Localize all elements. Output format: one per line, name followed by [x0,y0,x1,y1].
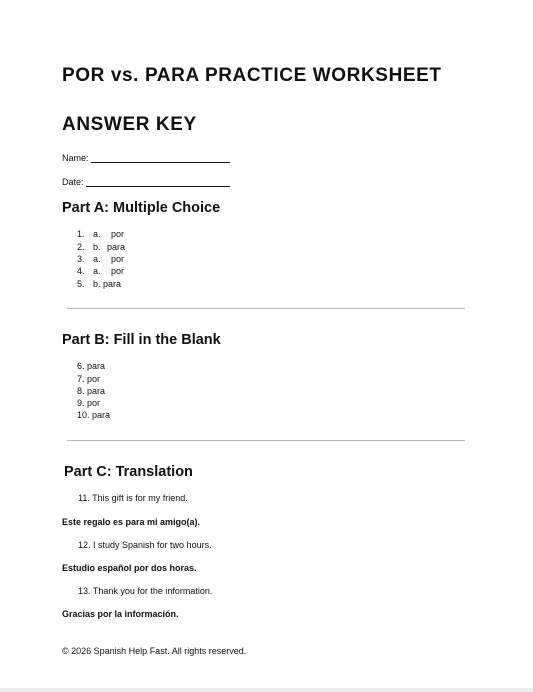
mc-number: 3. [77,254,85,264]
page-bottom-edge [0,688,533,692]
mc-letter: b. [93,242,101,252]
mc-answer-2 [77,242,125,252]
translation-answer-13: Gracias por la información. [62,609,179,619]
name-field [62,153,230,163]
mc-answer-word: por [111,229,125,239]
mc-answer-1 [77,229,124,239]
mc-number: 4. [77,266,85,276]
name-blank-line [91,162,230,163]
fill-blank-answer-7: 7. por [77,374,101,384]
answer-key-heading: ANSWER KEY [62,114,197,135]
copyright-footer: © 2026 Spanish Help Fast. All rights reserved. [62,646,247,656]
mc-number: 5. [77,279,85,289]
section-divider [67,440,465,441]
translation-question-11: 11. This gift is for my friend. [78,493,188,503]
fill-blank-answer-8: 8. para [77,386,106,396]
mc-answer-word: por [111,254,125,264]
mc-letter: a. [93,254,101,264]
translation-answer-11: Este regalo es para mi amigo(a). [62,517,201,527]
translation-question-13: 13. Thank you for the information. [78,586,213,596]
mc-answer-4 [77,266,124,276]
name-label: Name: [62,153,89,163]
mc-answer-word: por [111,266,125,276]
mc-answer-word: para [103,279,122,289]
fill-blank-answer-9: 9. por [77,398,101,408]
part-c-heading: Part C: Translation [64,464,193,480]
translation-answer-12: Estudio español por dos horas. [62,563,197,573]
date-label: Date: [62,177,84,187]
mc-number: 1. [77,229,85,239]
mc-letter: a. [93,229,101,239]
fill-blank-answer-6: 6. para [77,361,106,371]
part-a-heading: Part A: Multiple Choice [62,200,221,216]
translation-question-12: 12. I study Spanish for two hours. [78,540,212,550]
mc-letter: b. [93,279,101,289]
part-b-heading: Part B: Fill in the Blank [62,332,221,348]
mc-answer-5 [77,279,121,289]
mc-letter: a. [93,266,101,276]
date-field [62,177,230,187]
worksheet-title: POR vs. PARA PRACTICE WORKSHEET [62,65,442,86]
date-blank-line [86,186,230,187]
section-divider [67,308,465,309]
mc-answer-3 [77,254,124,264]
mc-number: 2. [77,242,85,252]
fill-blank-answer-10: 10. para [77,410,111,420]
mc-answer-word: para [107,242,126,252]
